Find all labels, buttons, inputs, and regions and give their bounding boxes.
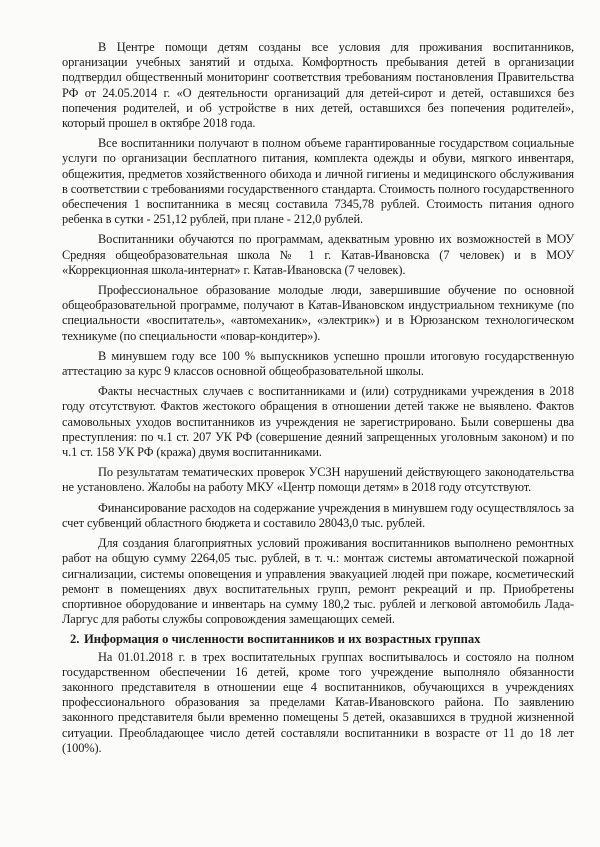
- paragraph-financing: Финансирование расходов на содержание учреждения в минувшем году осуществлялось за счет субвенций областного бюджета и составило 28043,0 тыс. рублей.: [62, 500, 574, 530]
- paragraph-vocational-education: Профессиональное образование молодые люди, завершившие обучение по основной общеобразовательной программе, получают в Катав-Ивановском индустриальном техникуме (по специальности «воспитатель», «автомеханик», «электрик») и в Юрюзанском технологическом техникуме (по специальности «повар-кондитер»).: [62, 283, 574, 343]
- paragraph-graduates: В минувшем году все 100 % выпускников успешно прошли итоговую государственную аттестацию за курс 9 классов основной общеобразовательной школы.: [62, 348, 574, 379]
- paragraph-living-conditions: В Центре помощи детям созданы все условия для проживания воспитанников, организации учебных занятий и отдыха. Комфортность пребывания детей в организации подтвердил общественный мониторинг соответствия требованиям постановления Правительства РФ от 24.05.2014 г. «О деятельности организаций для детей-сирот и детей, оставшихся без попечения родителей, и об устройстве в них детей, оставшихся без попечения родителей», который прошел в октябре 2018 года.: [62, 40, 574, 131]
- section-title: Информация о численности воспитанников и их возрастных группах: [84, 632, 481, 647]
- section-heading: [62, 632, 574, 647]
- paragraph-pupil-count: На 01.01.2018 г. в трех воспитательных группах воспитывалось и состояло на полном государственном обеспечении 16 детей, кроме того учреждение выполняло обязанности законного представителя в отношении еще 4 воспитанников, обучающихся в учреждениях профессионального образования за пределами Катав-Ивановского района. По заявлению законного представителя были временно помещены 5 детей, оказавшихся в трудной жизненной ситуации. Преобладающее число детей составляли воспитанники в возрасте от 11 до 18 лет (100%).: [62, 649, 574, 755]
- paragraph-schooling: Воспитанники обучаются по программам, адекватным уровню их возможностей в МОУ Средняя общеобразовательная школа № 1 г. Катав-Ивановска (7 человек) и в МОУ «Коррекционная школа-интернат» г. Катав-Ивановска (7 человек).: [62, 232, 574, 277]
- paragraph-state-support: Все воспитанники получают в полном объеме гарантированные государством социальные услуги по организации бесплатного питания, комплекта одежды и обуви, мягкого инвентаря, общежития, предметов хозяйственного обихода и личной гигиены и медицинского обслуживания в соответствии с требованиями государственного стандарта. Стоимость полного государственного обеспечения 1 воспитанника в месяц составила 7345,78 рублей. Стоимость питания одного ребенка в сутки - 251,12 рублей, при плане - 212,0 рублей.: [62, 136, 574, 227]
- paragraph-repairs: Для создания благоприятных условий проживания воспитанников выполнено ремонтных работ на общую сумму 2264,05 тыс. рублей, в т. ч.: монтаж системы автоматической пожарной сигнализации, системы оповещения и управления эвакуацией людей при пожаре, косметический ремонт в помещениях двух воспитательных групп, ремонт рекреаций и пр. Приобретены спортивное оборудование и инвентарь на сумму 180,2 тыс. рублей и легковой автомобиль Лада-Ларгус для работы службы сопровождения замещающих семей.: [62, 536, 574, 627]
- paragraph-incidents: Факты несчастных случаев с воспитанниками и (или) сотрудниками учреждения в 2018 году отсутствуют. Фактов жестокого обращения в отношении детей также не выявлено. Фактов самовольных уходов воспитанников из учреждения не зарегистрировано. Были совершены два преступления: по ч.1 ст. 207 УК РФ (совершение деяний запрещенных уголовным законом) и по ч.1 ст. 158 УК РФ (кража) двумя воспитанниками.: [62, 384, 574, 460]
- section-number: 2.: [70, 632, 80, 647]
- paragraph-inspections: По результатам тематических проверок УСЗН нарушений действующего законодательства не установлено. Жалобы на работу МКУ «Центр помощи детям» в 2018 году отсутствуют.: [62, 465, 574, 495]
